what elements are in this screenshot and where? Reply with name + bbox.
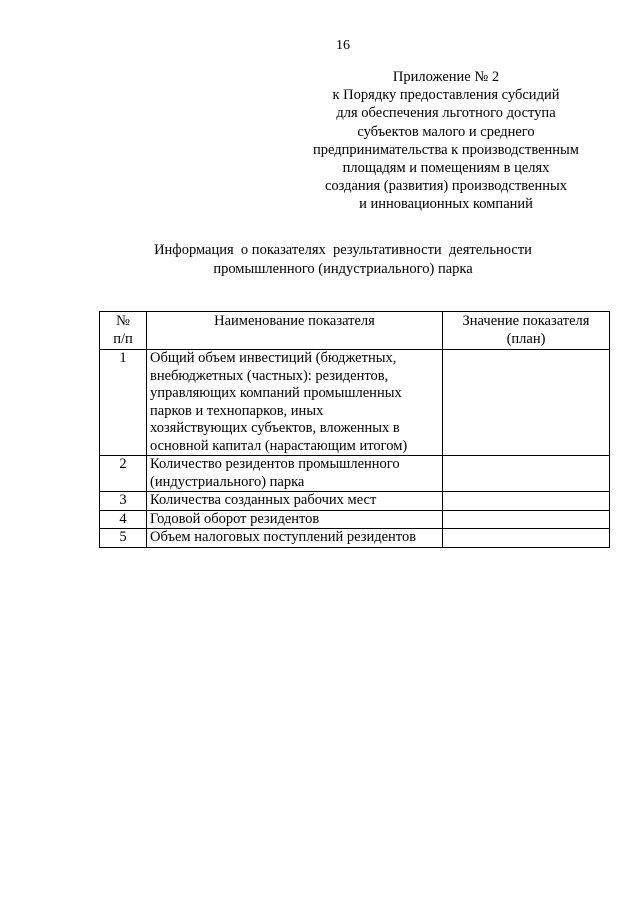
appendix-line: и инновационных компаний <box>359 196 533 213</box>
indicator-name <box>147 456 443 492</box>
indicator-name-line: Годовой оборот резидентов <box>150 510 320 527</box>
indicator-name-line: основной капитал (нарастающим итогом) <box>150 437 408 454</box>
document-title-line: промышленного (индустриального) парка <box>213 261 473 277</box>
indicator-value <box>443 456 610 492</box>
indicators-table <box>99 311 610 548</box>
header-num <box>100 312 147 350</box>
header-value-line: Значение показателя <box>462 313 590 329</box>
indicator-name-line: Количества созданных рабочих мест <box>150 492 377 508</box>
indicator-name <box>147 510 443 529</box>
appendix-line: для обеспечения льготного доступа <box>336 105 556 122</box>
document-title <box>100 241 586 279</box>
header-num-line: п/п <box>113 330 133 347</box>
indicator-name-line: Количество резидентов промышленного <box>150 456 400 472</box>
row-number: 3 <box>100 492 147 511</box>
table-row <box>100 456 610 492</box>
indicator-name-line: Объем налоговых поступлений резидентов <box>150 529 417 545</box>
indicator-name-line: внебюджетных (частных): резидентов, <box>150 367 389 384</box>
row-number: 2 <box>100 456 147 492</box>
table-row <box>100 510 610 529</box>
header-value-line: (план) <box>506 330 546 347</box>
appendix-header <box>305 68 587 214</box>
row-number: 1 <box>100 350 147 456</box>
header-value <box>443 312 610 350</box>
indicator-name <box>147 529 443 548</box>
indicator-name-line: (индустриального) парка <box>150 473 305 490</box>
table-row <box>100 529 610 548</box>
page-number: 16 <box>336 38 350 53</box>
row-number: 5 <box>100 529 147 548</box>
document-title-line: Информация о показателях результативности деятельности <box>154 242 532 258</box>
indicator-name-line: хозяйствующих субъектов, вложенных в <box>150 420 400 436</box>
appendix-line: создания (развития) производственных <box>324 178 568 195</box>
indicator-value <box>443 510 610 529</box>
indicator-name-line: парков и технопарков, иных <box>150 402 324 419</box>
indicator-value <box>443 350 610 456</box>
row-number: 4 <box>100 510 147 529</box>
indicator-value <box>443 529 610 548</box>
appendix-line: Приложение № 2 <box>392 69 500 85</box>
table-row <box>100 350 610 456</box>
appendix-line: субъектов малого и среднего <box>357 123 535 140</box>
appendix-line: площадям и помещениям в целях <box>342 160 550 177</box>
indicator-name <box>147 492 443 511</box>
indicator-name-line: Общий объем инвестиций (бюджетных, <box>150 350 397 366</box>
table-row <box>100 492 610 511</box>
header-name: Наименование показателя <box>147 312 443 350</box>
indicator-name-line: управляющих компаний промышленных <box>150 385 402 401</box>
appendix-line: к Порядку предоставления субсидий <box>332 87 560 104</box>
appendix-line: предпринимательства к производственным <box>313 141 579 158</box>
indicator-name <box>147 350 443 456</box>
table-header-row <box>100 312 610 350</box>
indicator-value <box>443 492 610 511</box>
header-num-line: № <box>116 313 130 329</box>
